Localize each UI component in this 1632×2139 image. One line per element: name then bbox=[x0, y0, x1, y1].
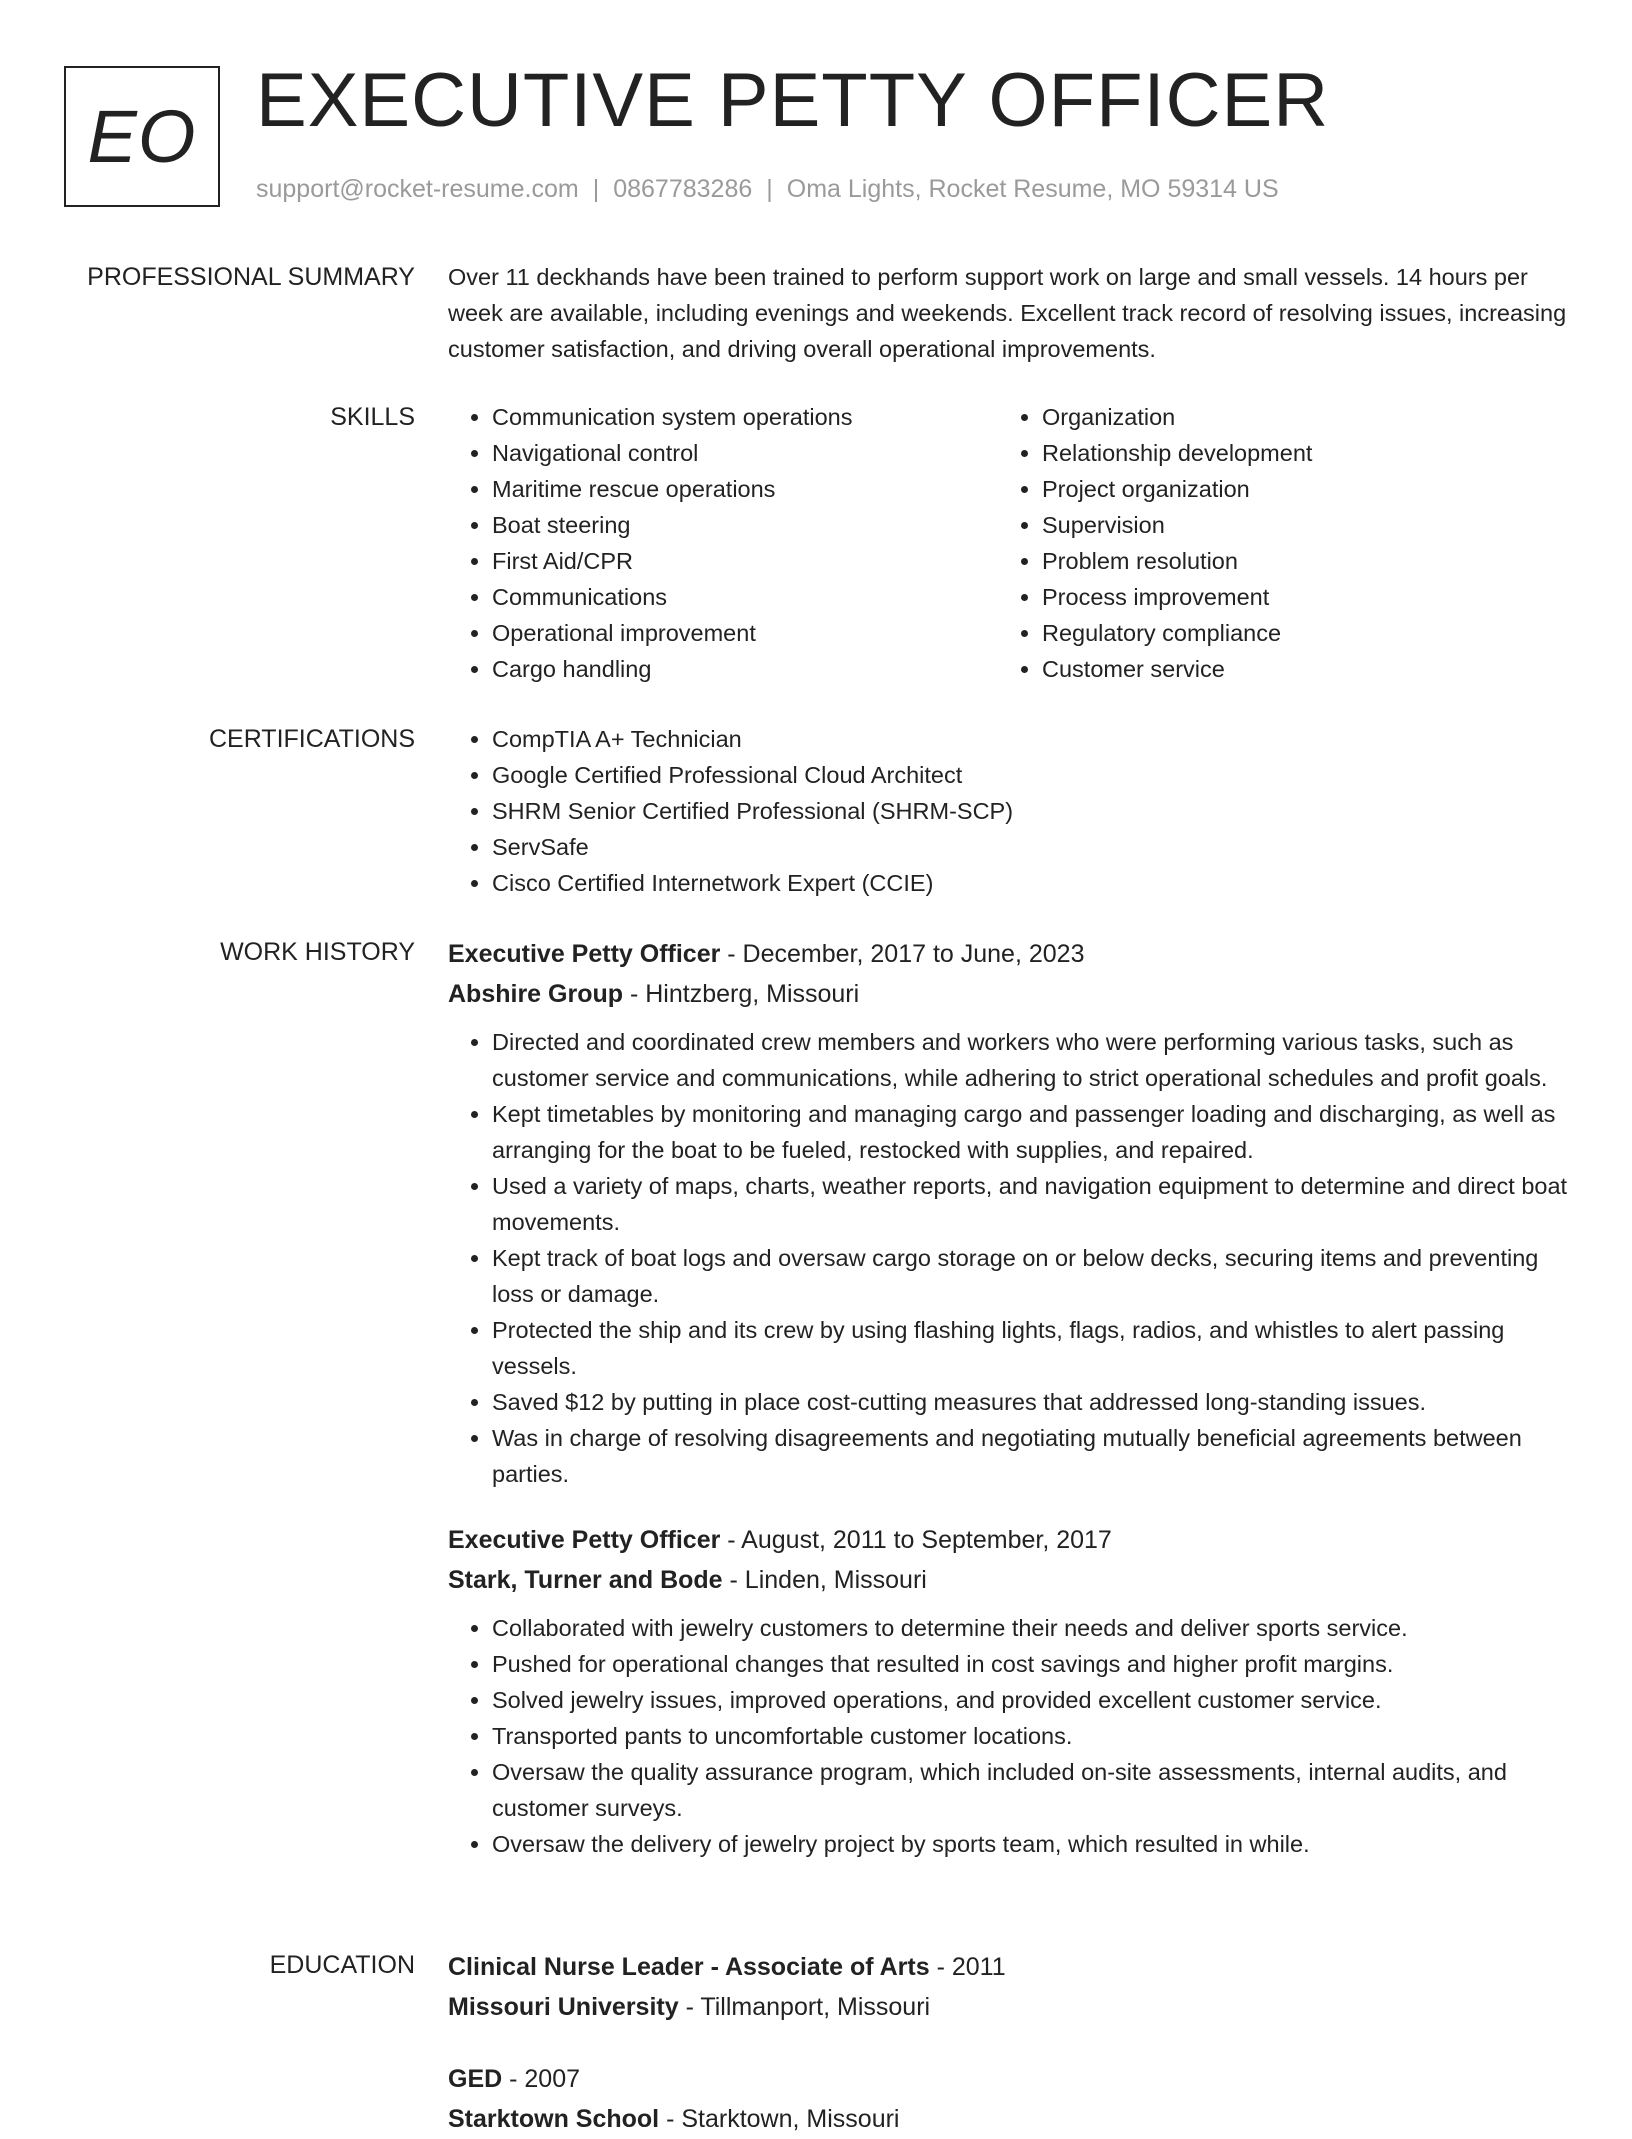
job-title-line bbox=[448, 934, 1568, 974]
job-bullet: • Pushed for operational changes that resulted in cost savings and higher profit margins. bbox=[492, 1646, 1568, 1682]
skill-item: • Regulatory compliance bbox=[1042, 615, 1548, 651]
job-bullet: • Kept timetables by monitoring and managing cargo and passenger loading and discharging, as well as arranging for the boat to be fueled, restocked with supplies, and repaired. bbox=[492, 1096, 1568, 1168]
work-history-body bbox=[448, 934, 1568, 1862]
skill-item: • Supervision bbox=[1042, 507, 1548, 543]
education-degree-line bbox=[448, 2059, 1568, 2099]
skill-item: • Boat steering bbox=[492, 507, 998, 543]
contact-email: support@rocket-resume.com bbox=[256, 175, 579, 203]
job-bullet: • Collaborated with jewelry customers to determine their needs and deliver sports service. bbox=[492, 1610, 1568, 1646]
education-location: - Tillmanport, Missouri bbox=[678, 1993, 931, 2021]
job-bullet: • Solved jewelry issues, improved operations, and provided excellent customer service. bbox=[492, 1682, 1568, 1718]
contact-separator: | bbox=[766, 175, 773, 203]
job-dates: - August, 2011 to September, 2017 bbox=[720, 1526, 1112, 1554]
certification-item: • SHRM Senior Certified Professional (SHRM-SCP) bbox=[492, 793, 1568, 829]
job-bullet: • Oversaw the quality assurance program, which included on-site assessments, internal audits, and customer surveys. bbox=[492, 1754, 1568, 1826]
job-company: Abshire Group bbox=[448, 980, 624, 1008]
contact-address: Oma Lights, Rocket Resume, MO 59314 US bbox=[786, 175, 1279, 203]
job-bullets bbox=[448, 1024, 1568, 1492]
job-entry bbox=[448, 934, 1568, 1492]
certification-item: • ServSafe bbox=[492, 829, 1568, 865]
skill-item: • Organization bbox=[1042, 399, 1548, 435]
job-bullet: • Protected the ship and its crew by using flashing lights, flags, radios, and whistles to alert passing vessels. bbox=[492, 1312, 1568, 1384]
skill-item: • Communications bbox=[492, 579, 998, 615]
education-school: Missouri University bbox=[448, 1993, 679, 2021]
education-school: Starktown School bbox=[448, 2105, 660, 2133]
job-bullet: • Saved $12 by putting in place cost-cutting measures that addressed long-standing issues. bbox=[492, 1384, 1568, 1420]
job-bullet: • Used a variety of maps, charts, weather reports, and navigation equipment to determine and direct boat movements. bbox=[492, 1168, 1568, 1240]
summary-text: Over 11 deckhands have been trained to perform support work on large and small vessels. 14 hours per week are available, including evenings and weekends. Excellent track record of resolving issues, increasing customer satisfaction, and driving overall operational improvements. bbox=[448, 264, 1567, 362]
job-title: Executive Petty Officer bbox=[448, 1526, 721, 1554]
monogram: EO bbox=[64, 66, 220, 207]
skill-item: • Communication system operations bbox=[492, 399, 998, 435]
job-bullet: • Oversaw the delivery of jewelry project by sports team, which resulted in while. bbox=[492, 1826, 1568, 1862]
job-location: - Hintzberg, Missouri bbox=[623, 980, 860, 1008]
job-entry bbox=[448, 1520, 1568, 1862]
skill-item: • Process improvement bbox=[1042, 579, 1548, 615]
skills-column-left bbox=[448, 399, 998, 687]
skill-item: • First Aid/CPR bbox=[492, 543, 998, 579]
skill-item: • Customer service bbox=[1042, 651, 1548, 687]
skills-column-right bbox=[998, 399, 1548, 687]
job-company: Stark, Turner and Bode bbox=[448, 1566, 723, 1594]
job-company-line bbox=[448, 974, 1568, 1014]
certifications-label: CERTIFICATIONS bbox=[208, 725, 415, 753]
job-bullet: • Was in charge of resolving disagreements and negotiating mutually beneficial agreements between parties. bbox=[492, 1420, 1568, 1492]
skill-item: • Maritime rescue operations bbox=[492, 471, 998, 507]
education-entry bbox=[448, 1947, 1568, 2027]
work-history-label: WORK HISTORY bbox=[220, 938, 415, 966]
education-degree: Clinical Nurse Leader - Associate of Arts bbox=[448, 1953, 930, 1981]
skills-label: SKILLS bbox=[330, 403, 415, 431]
certification-item: • Google Certified Professional Cloud Architect bbox=[492, 757, 1568, 793]
job-title-line bbox=[448, 1520, 1568, 1560]
skill-item: • Cargo handling bbox=[492, 651, 998, 687]
certification-item: • Cisco Certified Internetwork Expert (CCIE) bbox=[492, 865, 1568, 901]
job-title: Executive Petty Officer bbox=[448, 940, 721, 968]
contact-phone: 0867783286 bbox=[613, 175, 753, 203]
summary-label: PROFESSIONAL SUMMARY bbox=[87, 263, 415, 291]
job-location: - Linden, Missouri bbox=[722, 1566, 927, 1594]
page-title: EXECUTIVE PETTY OFFICER bbox=[256, 58, 1330, 143]
education-degree-line bbox=[448, 1947, 1568, 1987]
job-bullet: • Directed and coordinated crew members and workers who were performing various tasks, such as customer service and communications, while adhering to strict operational schedules and profit goals. bbox=[492, 1024, 1568, 1096]
education-school-line bbox=[448, 2099, 1568, 2139]
skill-item: • Problem resolution bbox=[1042, 543, 1548, 579]
job-company-line bbox=[448, 1560, 1568, 1600]
job-bullets bbox=[448, 1610, 1568, 1862]
skill-item: • Operational improvement bbox=[492, 615, 998, 651]
job-bullet: • Kept track of boat logs and oversaw cargo storage on or below decks, securing items and preventing loss or damage. bbox=[492, 1240, 1568, 1312]
job-bullet: • Transported pants to uncomfortable customer locations. bbox=[492, 1718, 1568, 1754]
contact-line bbox=[256, 175, 1279, 204]
education-school-line bbox=[448, 1987, 1568, 2027]
certifications-list bbox=[448, 721, 1568, 901]
education-year: - 2007 bbox=[502, 2065, 581, 2093]
skill-item: • Project organization bbox=[1042, 471, 1548, 507]
certification-item: • CompTIA A+ Technician bbox=[492, 721, 1568, 757]
education-location: - Starktown, Missouri bbox=[659, 2105, 900, 2133]
skills-list bbox=[448, 399, 1568, 687]
job-dates: - December, 2017 to June, 2023 bbox=[720, 940, 1085, 968]
education-body bbox=[448, 1947, 1568, 2139]
education-year: - 2011 bbox=[929, 1953, 1006, 1981]
education-label: EDUCATION bbox=[269, 1951, 415, 1979]
skill-item: • Relationship development bbox=[1042, 435, 1548, 471]
skill-item: • Navigational control bbox=[492, 435, 998, 471]
education-entry bbox=[448, 2059, 1568, 2139]
education-degree: GED bbox=[448, 2065, 503, 2093]
contact-separator: | bbox=[592, 175, 600, 203]
